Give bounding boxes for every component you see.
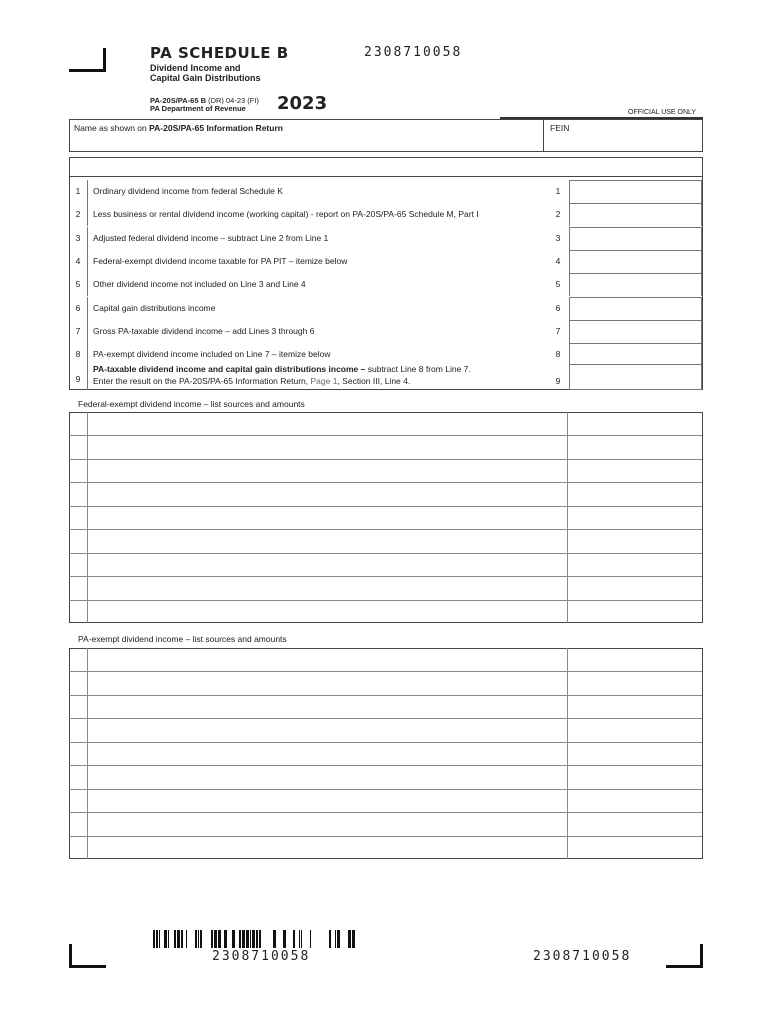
name-label-bold: PA-20S/PA-65 Information Return (149, 123, 283, 133)
barcode-bar (211, 930, 213, 948)
federal-exempt-row (69, 482, 702, 505)
barcode-bar (153, 930, 155, 948)
federal-exempt-amount-field[interactable] (568, 507, 702, 529)
barcode-number-right: 2308710058 (533, 949, 632, 964)
line-description: Adjusted federal dividend income – subtract Line 2 from Line 1 (93, 233, 329, 243)
pa-exempt-index-cell (69, 766, 88, 788)
fein-field[interactable] (544, 120, 702, 151)
barcode-bar (293, 930, 295, 948)
federal-exempt-amount-field[interactable] (568, 554, 702, 576)
barcode-bar (337, 930, 340, 948)
pa-exempt-heading: PA-exempt dividend income – list sources and amounts (78, 634, 287, 644)
federal-exempt-amount-field[interactable] (568, 577, 702, 599)
barcode-bar (348, 930, 351, 948)
federal-exempt-row (69, 529, 702, 552)
line-right-number: 3 (555, 233, 561, 243)
line-right-number: 6 (555, 303, 561, 313)
federal-exempt-index-cell (69, 412, 88, 435)
barcode-bar (174, 930, 176, 948)
line-5-row (69, 273, 702, 296)
pa-exempt-amount-field[interactable] (568, 766, 702, 788)
line-number: 5 (69, 273, 88, 296)
line-2-row (69, 203, 702, 226)
line-description: Other dividend income not included on Line 3 and Line 4 (93, 279, 306, 289)
pa-exempt-row (69, 789, 702, 812)
barcode-image (153, 930, 363, 950)
pa-exempt-source-field[interactable] (88, 790, 567, 812)
pa-exempt-index-cell (69, 813, 88, 835)
federal-exempt-amount-field[interactable] (568, 601, 702, 623)
barcode-number-top: 2308710058 (364, 45, 463, 60)
line-number: 3 (69, 227, 88, 250)
line-number: 2 (69, 203, 88, 226)
line-amount-field[interactable] (569, 180, 702, 203)
federal-exempt-amount-field[interactable] (568, 412, 702, 435)
pa-exempt-source-field[interactable] (88, 837, 567, 859)
pa-exempt-amount-field[interactable] (568, 743, 702, 765)
pa-exempt-index-cell (69, 790, 88, 812)
federal-exempt-amount-field[interactable] (568, 530, 702, 552)
barcode-bar (168, 930, 169, 948)
federal-exempt-source-field[interactable] (88, 483, 567, 505)
line-amount-field[interactable] (569, 227, 702, 250)
line-description: Ordinary dividend income from federal Schedule K (93, 186, 283, 196)
barcode-bar (164, 930, 167, 948)
federal-exempt-source-field[interactable] (88, 412, 567, 435)
federal-exempt-index-cell (69, 554, 88, 576)
barcode-bar (186, 930, 187, 948)
federal-exempt-source-field[interactable] (88, 554, 567, 576)
line-description: Federal-exempt dividend income taxable for PA PIT – itemize below (93, 256, 348, 266)
line-4-row (69, 250, 702, 273)
pa-exempt-amount-field[interactable] (568, 719, 702, 741)
pa-exempt-source-field[interactable] (88, 743, 567, 765)
federal-exempt-index-cell (69, 460, 88, 482)
form-title: PA SCHEDULE B (150, 44, 289, 62)
pa-exempt-amount-field[interactable] (568, 672, 702, 694)
line-1-row (69, 180, 702, 203)
barcode-bar (224, 930, 227, 948)
barcode-bar (156, 930, 158, 948)
barcode-bar (242, 930, 245, 948)
pa-exempt-source-field[interactable] (88, 648, 567, 671)
federal-exempt-heading: Federal-exempt dividend income – list sources and amounts (78, 399, 305, 409)
line-right-number: 2 (555, 209, 561, 219)
barcode-bar (200, 930, 202, 948)
line-amount-field[interactable] (569, 320, 702, 343)
department-name: PA Department of Revenue (150, 104, 246, 113)
federal-exempt-row (69, 506, 702, 529)
barcode-bar (310, 930, 311, 948)
barcode-bar (301, 930, 302, 948)
line-description: Capital gain distributions income (93, 303, 216, 313)
official-use-label: OFFICIAL USE ONLY (628, 109, 697, 116)
line-number: 4 (69, 250, 88, 273)
federal-exempt-index-cell (69, 601, 88, 623)
federal-exempt-row (69, 553, 702, 576)
federal-exempt-source-field[interactable] (88, 601, 567, 623)
pa-exempt-source-field[interactable] (88, 672, 567, 694)
form-subtitle-2: Capital Gain Distributions (150, 73, 261, 83)
line-right-number: 4 (555, 256, 561, 266)
federal-exempt-index-cell (69, 577, 88, 599)
pa-exempt-index-cell (69, 696, 88, 718)
pa-exempt-amount-field[interactable] (568, 648, 702, 671)
barcode-bar (273, 930, 276, 948)
federal-exempt-index-cell (69, 530, 88, 552)
barcode-bar (256, 930, 258, 948)
line-9-page-ref: Page 1 (310, 376, 338, 386)
pa-exempt-index-cell (69, 719, 88, 741)
barcode-bar (218, 930, 221, 948)
form-revision: (DR) 04-23 (FI) (206, 96, 259, 105)
federal-exempt-amount-field[interactable] (568, 436, 702, 458)
line-6-row (69, 297, 702, 320)
pa-exempt-amount-field[interactable] (568, 790, 702, 812)
pa-exempt-source-field[interactable] (88, 766, 567, 788)
line-amount-field[interactable] (569, 273, 702, 296)
corner-mark-top-left (69, 48, 106, 72)
line-9-text-2 (93, 376, 410, 386)
barcode-bar (252, 930, 255, 948)
federal-exempt-row (69, 435, 702, 458)
barcode-bar (195, 930, 197, 948)
barcode-bar (299, 930, 300, 948)
barcode-bar (181, 930, 183, 948)
pa-exempt-row (69, 812, 702, 835)
line-amount-field[interactable] (569, 250, 702, 273)
pa-exempt-row (69, 718, 702, 741)
line-9-text-2c: , Section III, Line 4. (337, 376, 411, 386)
line-number: 1 (69, 180, 88, 203)
federal-exempt-index-cell (69, 507, 88, 529)
line-9-text-1 (93, 364, 471, 374)
form-subtitle-1: Dividend Income and (150, 63, 241, 73)
federal-exempt-amount-field[interactable] (568, 460, 702, 482)
pa-exempt-amount-field[interactable] (568, 696, 702, 718)
pa-exempt-amount-field[interactable] (568, 837, 702, 859)
line-description: PA-exempt dividend income included on Line 7 – itemize below (93, 349, 331, 359)
federal-exempt-row (69, 459, 702, 482)
line-number: 8 (69, 343, 88, 366)
federal-exempt-source-field[interactable] (88, 577, 567, 599)
barcode-bar (329, 930, 331, 948)
pa-exempt-index-cell (69, 743, 88, 765)
corner-mark-bottom-left (69, 944, 106, 968)
line-number: 6 (69, 297, 88, 320)
line-right-number: 5 (555, 279, 561, 289)
line-number: 7 (69, 320, 88, 343)
line-9-row (69, 364, 702, 390)
line-amount-field[interactable] (569, 203, 702, 226)
pa-exempt-row (69, 742, 702, 765)
federal-exempt-source-field[interactable] (88, 530, 567, 552)
line-9-text-2a: Enter the result on the PA-20S/PA-65 Information Return, (93, 376, 311, 386)
barcode-bar (159, 930, 160, 948)
line-9-right-number: 9 (555, 376, 561, 386)
line-9-rest: subtract Line 8 from Line 7. (365, 364, 471, 374)
line-7-row (69, 320, 702, 343)
line-amount-field[interactable] (569, 343, 702, 366)
name-label-prefix: Name as shown on (74, 123, 150, 133)
federal-exempt-index-cell (69, 436, 88, 458)
fein-label: FEIN (550, 123, 570, 133)
federal-exempt-index-cell (69, 483, 88, 505)
line-right-number: 7 (555, 326, 561, 336)
line-description: Gross PA-taxable dividend income – add Lines 3 through 6 (93, 326, 315, 336)
barcode-bar (335, 930, 336, 948)
form-id-code: PA-20S/PA-65 B (150, 96, 206, 105)
federal-exempt-source-field[interactable] (88, 460, 567, 482)
tax-year: 2023 (277, 93, 328, 114)
pa-exempt-row (69, 671, 702, 694)
line-9-amount-field[interactable] (569, 364, 702, 390)
pa-exempt-row (69, 648, 702, 671)
pa-exempt-index-cell (69, 648, 88, 671)
pa-exempt-source-field[interactable] (88, 696, 567, 718)
pa-exempt-index-cell (69, 672, 88, 694)
lines-top-rule (69, 176, 703, 177)
line-8-row (69, 343, 702, 366)
federal-exempt-row (69, 576, 702, 599)
line-right-number: 1 (555, 186, 561, 196)
pa-exempt-source-field[interactable] (88, 719, 567, 741)
pa-exempt-amount-field[interactable] (568, 813, 702, 835)
pa-exempt-row (69, 765, 702, 788)
line-9-number: 9 (69, 364, 88, 390)
barcode-bar (177, 930, 180, 948)
line-description: Less business or rental dividend income (working capital) - report on PA-20S/PA-65 Schedule M, Part I (93, 209, 479, 219)
corner-mark-bottom-right (666, 944, 703, 968)
pa-exempt-source-field[interactable] (88, 813, 567, 835)
pa-exempt-index-cell (69, 837, 88, 859)
name-label (74, 123, 283, 133)
barcode-bar (259, 930, 261, 948)
barcode-bar (214, 930, 217, 948)
federal-exempt-row (69, 600, 702, 623)
line-3-row (69, 227, 702, 250)
barcode-bar (198, 930, 199, 948)
barcode-bar (352, 930, 355, 948)
barcode-bar (283, 930, 286, 948)
line-amount-field[interactable] (569, 297, 702, 320)
federal-exempt-amount-field[interactable] (568, 483, 702, 505)
barcode-number-bottom: 2308710058 (212, 949, 311, 964)
federal-exempt-row (69, 412, 702, 435)
pa-exempt-row (69, 836, 702, 859)
pa-exempt-row (69, 695, 702, 718)
line-right-number: 8 (555, 349, 561, 359)
barcode-bar (246, 930, 249, 948)
barcode-bar (250, 930, 251, 948)
federal-exempt-source-field[interactable] (88, 436, 567, 458)
barcode-bar (232, 930, 235, 948)
barcode-bar (239, 930, 241, 948)
federal-exempt-source-field[interactable] (88, 507, 567, 529)
line-9-bold: PA-taxable dividend income and capital gain distributions income – (93, 364, 366, 374)
